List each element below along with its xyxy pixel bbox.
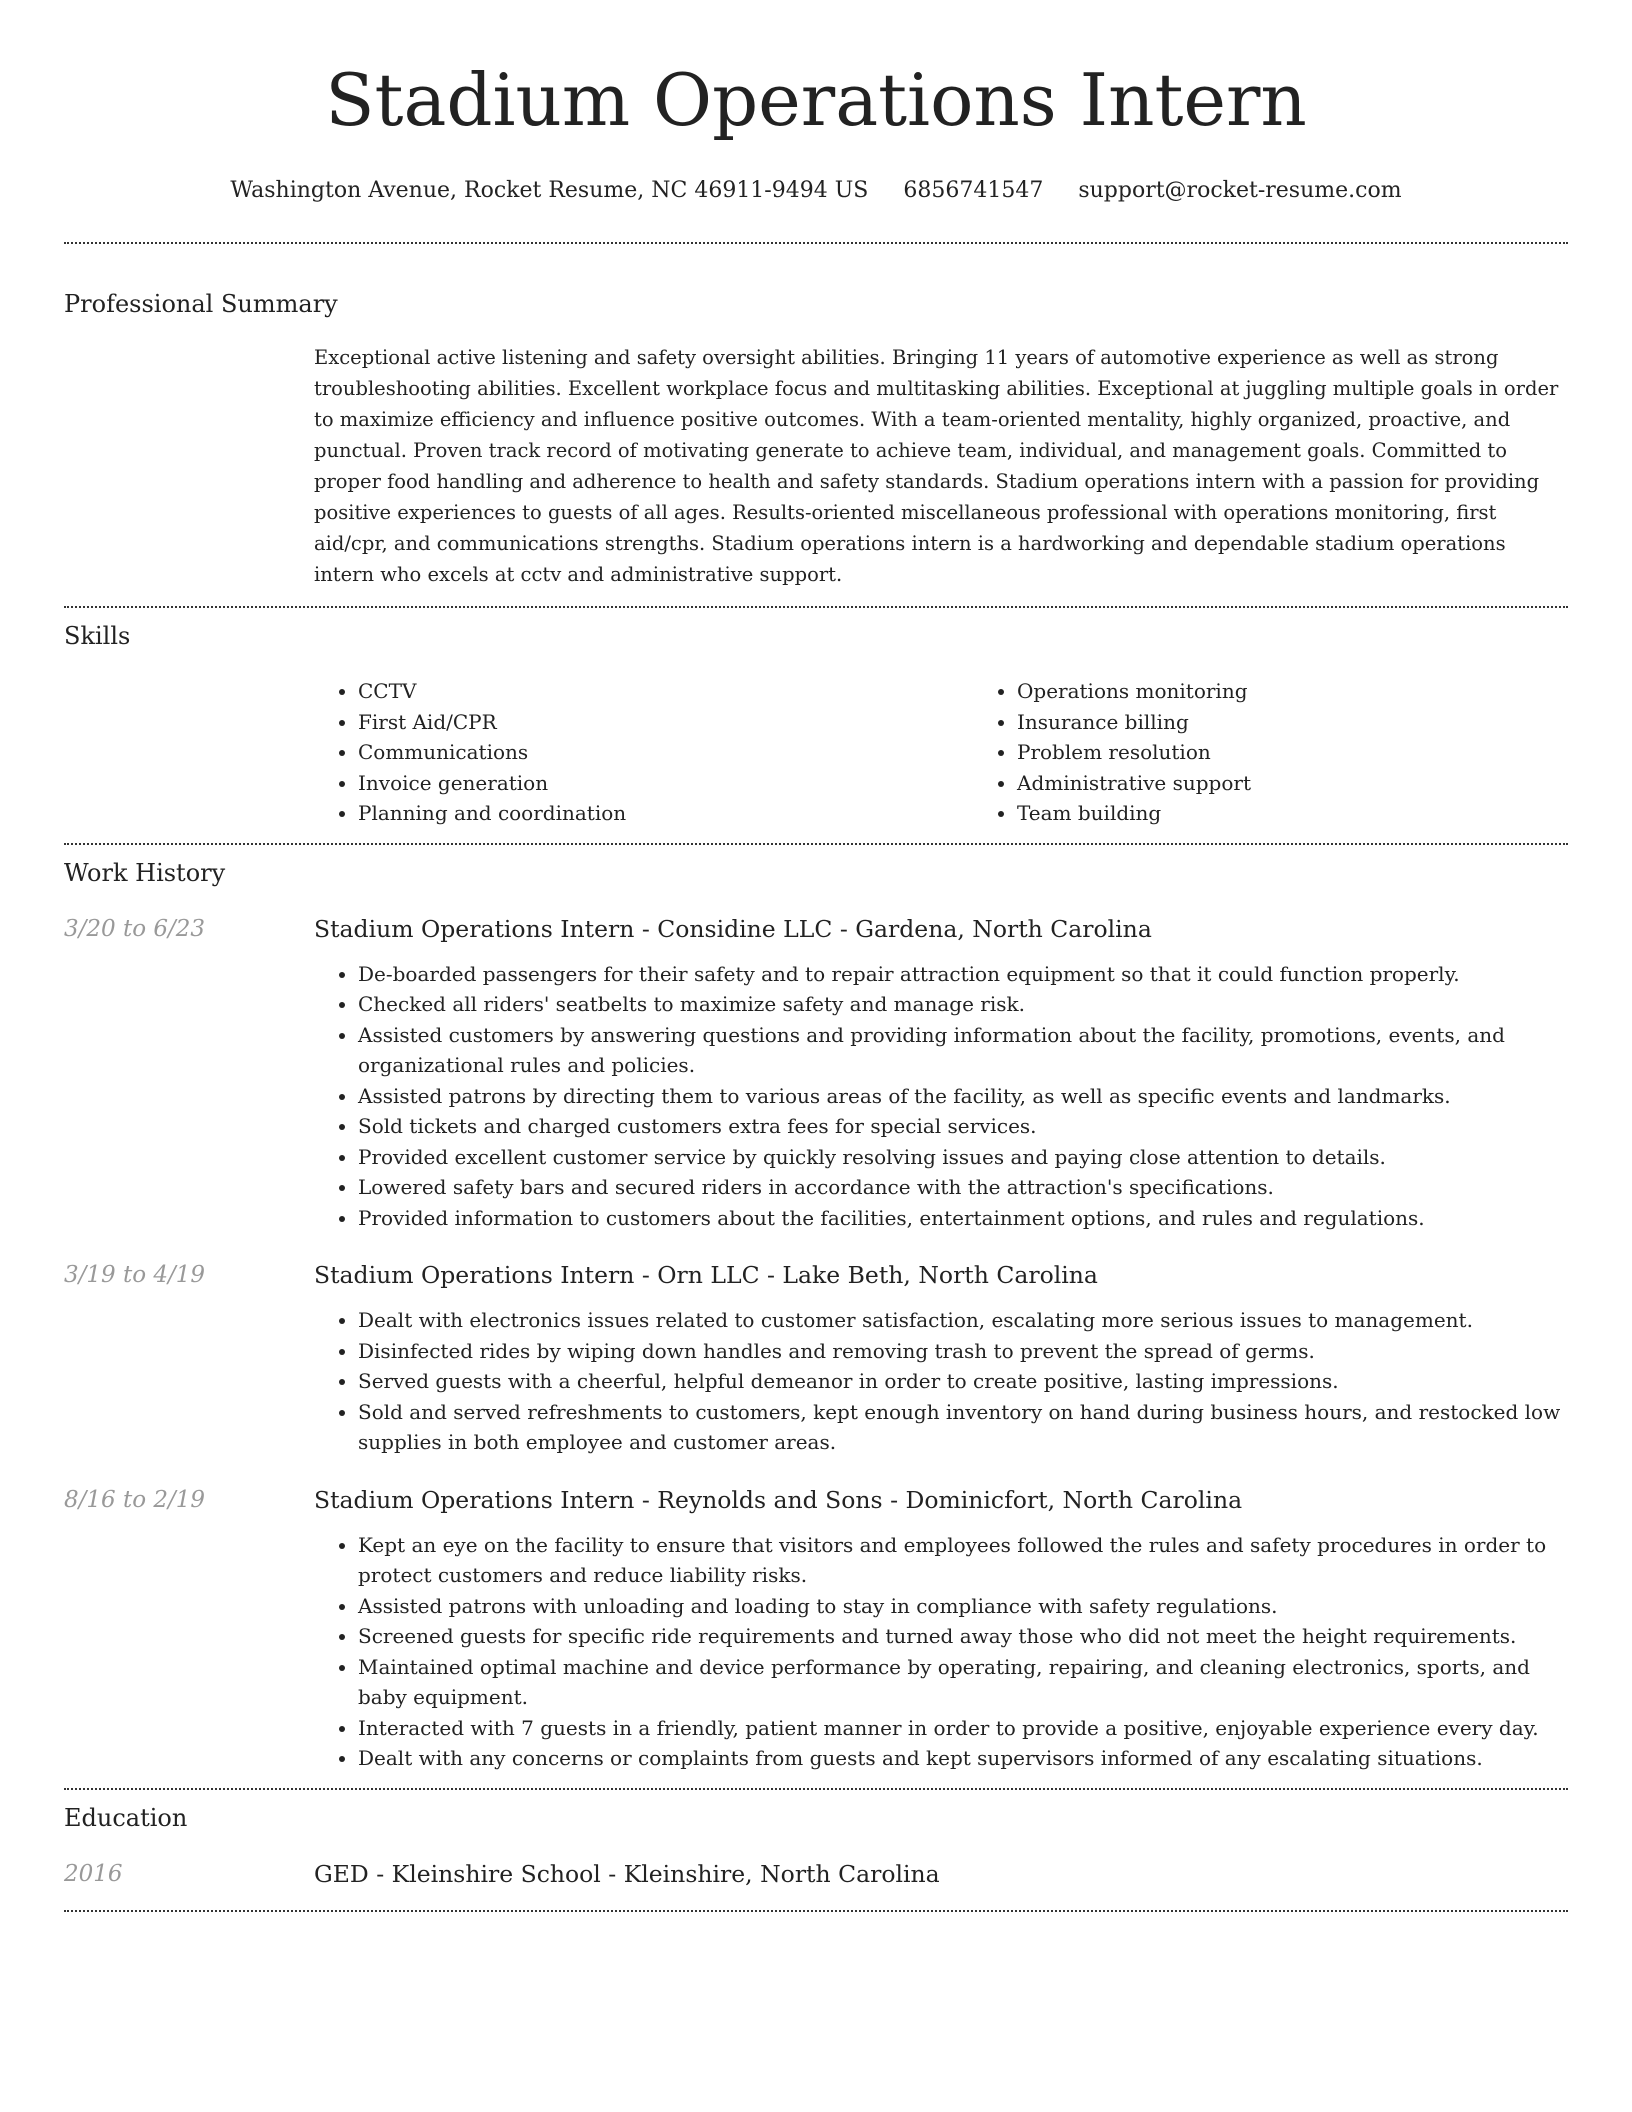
candidate-name: Stadium Operations Intern — [325, 58, 1307, 142]
education-section — [64, 1802, 1568, 1890]
email: support@rocket-resume.com — [1078, 178, 1402, 203]
job-bullet: • Interacted with 7 guests in a friendly, patient manner in order to provide a positive, enjoyable experience every day. — [358, 1713, 1568, 1744]
job-bullet: • Provided information to customers about the facilities, entertainment options, and rules and regulations. — [358, 1203, 1568, 1234]
divider — [64, 1910, 1568, 1912]
section-title-skills: Skills — [64, 622, 131, 650]
skill-item: • Team building — [1017, 798, 1632, 829]
divider — [64, 843, 1568, 845]
work-section — [64, 857, 1568, 1774]
skills-section — [64, 620, 1568, 829]
skill-item: • Invoice generation — [358, 768, 973, 799]
job-bullet: • Served guests with a cheerful, helpful demeanor in order to create positive, lasting impressions. — [358, 1366, 1568, 1397]
summary-text: Exceptional active listening and safety oversight abilities. Bringing 11 years of automotive experience as well as strong troubleshooting abilities. Excellent workplace focus and multitasking abilities. Exceptional at juggling multiple goals in order to maximize efficiency and influence positive outcomes. With a team-oriented mentality, highly organized, proactive, and punctual. Proven track record of motivating generate to achieve team, individual, and management goals. Committed to proper food handling and adherence to health and safety standards. Stadium operations intern with a passion for providing positive experiences to guests of all ages. Results-oriented miscellaneous professional with operations monitoring, first aid/cpr, and communications strengths. Stadium operations intern is a hardworking and dependable stadium operations intern who excels at cctv and administrative support. — [314, 346, 1559, 586]
skill-item: • Communications — [358, 737, 973, 768]
skills-list-left — [314, 676, 973, 829]
job-bullet: • Dealt with any concerns or complaints from guests and kept supervisors informed of any escalating situations. — [358, 1743, 1568, 1774]
job-entry — [64, 913, 1568, 1234]
job-bullet: • Screened guests for specific ride requirements and turned away those who did not meet the height requirements. — [358, 1621, 1568, 1652]
skills-list-right — [973, 676, 1632, 829]
job-bullets — [314, 1530, 1568, 1774]
job-title: Stadium Operations Intern - Orn LLC - Lake Beth, North Carolina — [314, 1261, 1098, 1289]
job-dates: 3/19 to 4/19 — [64, 1262, 206, 1288]
address: Washington Avenue, Rocket Resume, NC 46911-9494 US — [230, 178, 869, 203]
job-bullets — [314, 959, 1568, 1234]
job-bullet: • Sold and served refreshments to customers, kept enough inventory on hand during business hours, and restocked low supplies in both employee and customer areas. — [358, 1397, 1568, 1458]
job-bullet: • Assisted customers by answering questions and providing information about the facility, promotions, events, and organizational rules and policies. — [358, 1020, 1568, 1081]
job-title: Stadium Operations Intern - Reynolds and Sons - Dominicfort, North Carolina — [314, 1485, 1243, 1514]
phone: 6856741547 — [903, 178, 1044, 203]
skill-item: • CCTV — [358, 676, 973, 707]
job-bullet: • Assisted patrons with unloading and loading to stay in compliance with safety regulations. — [358, 1591, 1568, 1622]
job-entry — [64, 1484, 1568, 1774]
job-bullet: • De-boarded passengers for their safety and to repair attraction equipment so that it could function properly. — [358, 959, 1568, 990]
section-title-work: Work History — [64, 858, 226, 887]
divider — [64, 1788, 1568, 1790]
job-bullet: • Assisted patrons by directing them to various areas of the facility, as well as specific events and landmarks. — [358, 1081, 1568, 1112]
summary-section — [64, 288, 1568, 590]
job-bullet: • Lowered safety bars and secured riders in accordance with the attraction's specifications. — [358, 1172, 1568, 1203]
job-bullet: • Provided excellent customer service by quickly resolving issues and paying close attention to details. — [358, 1142, 1568, 1173]
divider — [64, 242, 1568, 244]
job-bullet: • Dealt with electronics issues related to customer satisfaction, escalating more serious issues to management. — [358, 1305, 1568, 1336]
section-title-summary: Professional Summary — [64, 290, 338, 318]
skill-item: • Administrative support — [1017, 768, 1632, 799]
skill-item: • Problem resolution — [1017, 737, 1632, 768]
skill-item: • Planning and coordination — [358, 798, 973, 829]
job-dates: 8/16 to 2/19 — [64, 1486, 206, 1513]
job-bullet: • Checked all riders' seatbelts to maximize safety and manage risk. — [358, 989, 1568, 1020]
skill-item: • Operations monitoring — [1017, 676, 1632, 707]
skill-item: • First Aid/CPR — [358, 707, 973, 738]
job-bullet: • Sold tickets and charged customers extra fees for special services. — [358, 1111, 1568, 1142]
job-entry — [64, 1259, 1568, 1458]
contact-info — [64, 176, 1568, 206]
education-dates: 2016 — [64, 1860, 123, 1887]
job-dates: 3/20 to 6/23 — [64, 915, 206, 942]
section-title-education: Education — [64, 1803, 188, 1832]
education-entry: GED - Kleinshire School - Kleinshire, North Carolina — [314, 1859, 940, 1888]
skill-item: • Insurance billing — [1017, 707, 1632, 738]
job-bullet: • Disinfected rides by wiping down handles and removing trash to prevent the spread of germs. — [358, 1336, 1568, 1367]
job-bullets — [314, 1305, 1568, 1458]
job-bullet: • Maintained optimal machine and device performance by operating, repairing, and cleaning electronics, sports, and baby equipment. — [358, 1652, 1568, 1713]
divider — [64, 606, 1568, 608]
job-title: Stadium Operations Intern - Considine LLC - Gardena, North Carolina — [314, 914, 1152, 943]
job-bullet: • Kept an eye on the facility to ensure that visitors and employees followed the rules and safety procedures in order to protect customers and reduce liability risks. — [358, 1530, 1568, 1591]
